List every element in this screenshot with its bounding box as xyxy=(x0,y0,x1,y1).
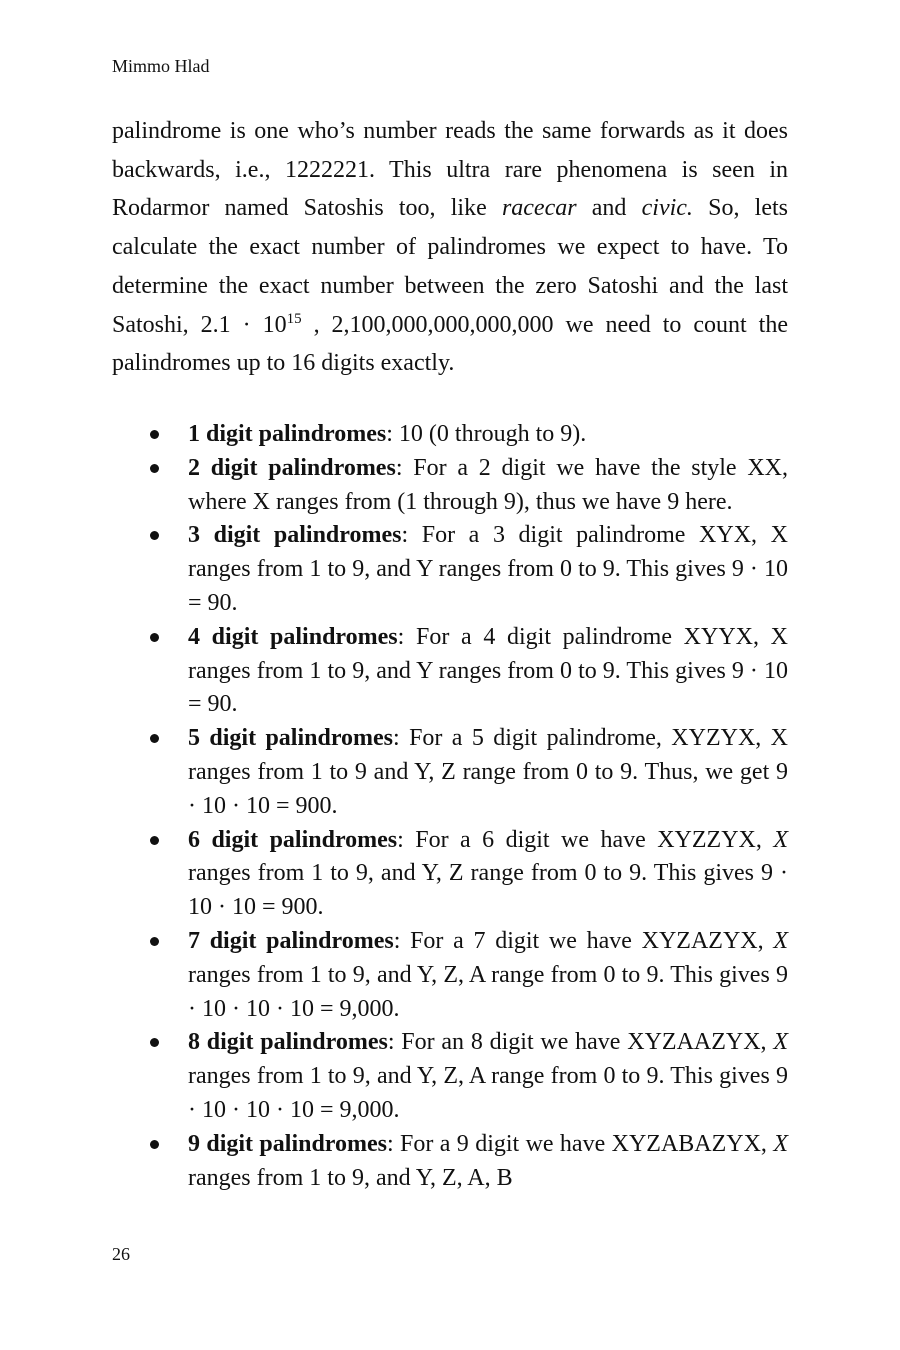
bullet-icon xyxy=(150,633,159,642)
list-item xyxy=(150,1026,788,1127)
bullet-icon xyxy=(150,1140,159,1149)
item-label: 6 digit palindromes xyxy=(188,826,398,853)
list-item xyxy=(150,621,788,722)
formula-base: 2.1 · 10 xyxy=(200,311,287,338)
running-head-author: Mimmo Hlad xyxy=(112,56,210,76)
item-label: 5 digit palindromes xyxy=(188,725,394,752)
item-variable: X xyxy=(773,1130,788,1157)
item-text: : For a 9 digit we have XYZABAZYX, xyxy=(387,1130,774,1157)
item-text: : For an 8 digit we have XYZAAZYX, xyxy=(387,1029,774,1056)
item-label: 7 digit palindromes xyxy=(188,927,394,954)
formula-exponent: 15 xyxy=(286,310,302,327)
item-text: : 10 (0 through to 9). xyxy=(386,421,587,447)
item-label: 1 digit palindromes xyxy=(188,421,387,447)
list-item xyxy=(150,824,788,925)
list-item xyxy=(150,1128,788,1196)
item-variable: X xyxy=(773,826,788,853)
bullet-icon xyxy=(150,836,159,845)
paragraph-text-2: and xyxy=(576,195,642,222)
paragraph-text-3: So, lets calculate the exact number of palindromes we expect to have. To determine the exact number between the zero Satoshi and the last Satoshi, xyxy=(112,195,788,338)
item-text-continued: ranges from 1 to 9, and Y, Z, A range from 0 to 9. This gives 9 · 10 · 10 · 10 = 9,000. xyxy=(188,961,788,1022)
total-satoshi-formula xyxy=(201,312,302,338)
item-text: : For a 6 digit we have XYZZYX, xyxy=(397,826,774,853)
bullet-icon xyxy=(150,464,159,473)
bullet-icon xyxy=(150,937,159,946)
example-word-civic: civic. xyxy=(641,195,693,222)
list-item xyxy=(150,722,788,823)
item-variable: X xyxy=(773,1029,789,1056)
item-label: 3 digit palindromes xyxy=(188,522,402,549)
bullet-icon xyxy=(150,430,159,439)
example-word-racecar: racecar xyxy=(501,195,577,222)
list-item xyxy=(150,519,788,620)
list-item xyxy=(150,418,788,452)
item-label: 8 digit palindromes xyxy=(188,1029,388,1056)
item-text: : For a 5 digit palindrome, XYZYX, X ranges from 1 to 9 and Y, Z range from 0 to 9. Thus, we get 9 · 10 · 10 = 900. xyxy=(188,725,788,819)
palindrome-count-list xyxy=(150,418,788,1195)
page-number: 26 xyxy=(112,1244,130,1264)
list-item xyxy=(150,925,788,1026)
paragraph-text-1: palindrome is one who’s number reads the same forwards as it does backwards, i.e., 1222221. This ultra rare phenomena is seen in Rodarmor named Satoshis too, like xyxy=(112,118,788,222)
item-text: : For a 4 digit palindrome XYYX, X ranges from 1 to 9, and Y ranges from 0 to 9. This gives 9 · 10 = 90. xyxy=(188,623,789,718)
item-variable: X xyxy=(773,927,788,954)
item-label: 9 digit palindromes xyxy=(188,1130,388,1157)
bullet-icon xyxy=(150,734,159,743)
bullet-icon xyxy=(150,1038,159,1047)
item-label: 4 digit palindromes xyxy=(188,623,398,650)
body-paragraph xyxy=(112,112,788,383)
item-label: 2 digit palindromes xyxy=(188,454,396,481)
paragraph-text-4: , 2,100,000,000,000,000 we need to count the palindromes up to 16 digits exactly. xyxy=(112,311,788,377)
item-text-continued: ranges from 1 to 9, and Y, Z range from 0 to 9. This gives 9 · 10 · 10 = 900. xyxy=(188,860,788,921)
list-item xyxy=(150,452,788,520)
item-text: : For a 7 digit we have XYZAZYX, xyxy=(393,927,774,954)
item-text-continued: ranges from 1 to 9, and Y, Z, A, B xyxy=(188,1164,513,1191)
item-text-continued: ranges from 1 to 9, and Y, Z, A range from 0 to 9. This gives 9 · 10 · 10 · 10 = 9,000. xyxy=(188,1063,788,1123)
item-text: : For a 3 digit palindrome XYX, X ranges from 1 to 9, and Y ranges from 0 to 9. This gives 9 · 10 = 90. xyxy=(188,522,788,616)
item-text: : For a 2 digit we have the style XX, where X ranges from (1 through 9), thus we have 9 here. xyxy=(188,454,789,515)
bullet-icon xyxy=(150,531,159,540)
